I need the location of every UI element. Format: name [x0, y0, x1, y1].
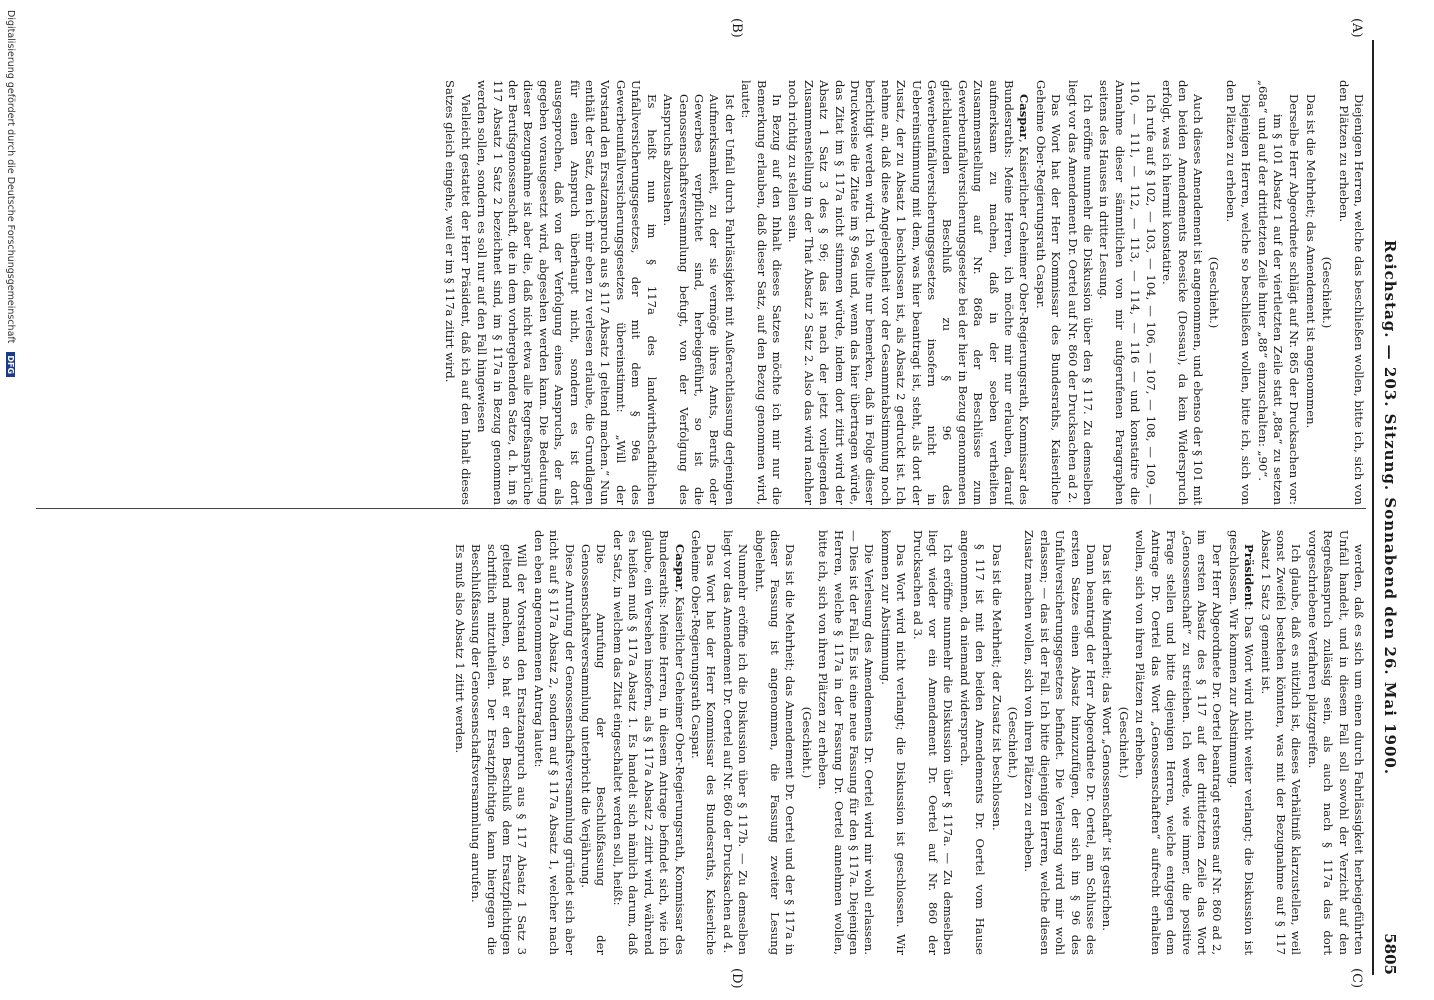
- paragraph-text: Es muß also Absatz 1 zitirt werden.: [452, 544, 467, 754]
- left-column-paragraph: [1302, 80, 1317, 505]
- right-column-paragraph: [1257, 530, 1303, 955]
- page-number: 5805: [1381, 933, 1399, 975]
- right-column-paragraph: [1225, 530, 1256, 955]
- right-column-paragraph: [751, 530, 797, 955]
- paragraph-text: § 117 ist mit den beiden Amendements Dr. Oertel vom Hause angenommen, da niemand widersprach.: [957, 530, 988, 955]
- left-column-paragraph: [1222, 80, 1253, 505]
- left-column-paragraph: [1254, 80, 1285, 505]
- left-column-paragraph: [1096, 80, 1158, 505]
- paragraph-text: Das Wort hat der Herr Kommissar des Bundesraths, Kaiserliche Geheime Ober-Regierungsrath Caspar.: [688, 530, 719, 955]
- paragraph-text: Der Herr Abgeordnete Dr. Oertel beantragt erstens auf Nr. 860 ad 2, im ersten Absatz des § 117 auf der drittletzten Zeile das Wort „Genossenschaft“ zu streichen. Ich werde, wie immer, die positive Frage stellen und bitte diejenigen Herren, welche entgegen dem Antrage Dr. Oertel das Wort „Genossenschaften“ aufrecht erhalten wollen, sich von ihren Plätzen zu erheben.: [1133, 530, 1225, 955]
- paragraph-text: Das ist die Mehrheit; das Amendement Dr. Oertel und der § 117a in dieser Fassung ist angenommen, die Fassung zweiter Lesung abgelehnt.: [752, 530, 798, 955]
- margin-mark-c: (C): [1349, 968, 1364, 989]
- paragraph-text: Nunmehr eröffne ich die Diskussion über § 117b. — Zu demselben liegt vor das Amendement Dr. Oertel auf Nr. 860 der Drucksachen ad 4.: [720, 530, 751, 955]
- left-column-paragraph: [1064, 80, 1095, 505]
- right-column-paragraph: [1116, 530, 1131, 955]
- paragraph-text: Das Wort hat der Herr Kommissar des Bundesraths, Kaiserliche Geheime Ober-Regierungsrath Caspar.: [1033, 80, 1064, 505]
- paragraph-text: Diejenigen Herren, welche so beschließen wollen, bitte ich, sich von den Plätzen zu erheben.: [1223, 80, 1254, 505]
- right-column-paragraph: [688, 530, 719, 955]
- speaker-name: Präsident: [1242, 544, 1257, 607]
- paragraph-text: Die Verlesung des Amendements Dr. Oertel wird mir wohl erlassen. — Dies ist der Fall. Es ist eine neue Fassung für den § 117a. Diejenigen Herren, welche § 117a in der Fassung Dr. Oertel annehmen wollen, bitte ich, sich von ihren Plätzen zu erheben.: [816, 530, 877, 955]
- paragraph-text: Ich eröffne nunmehr die Diskussion über § 117a. — Zu demselben liegt wieder vor ein Amendement Dr. Oertel auf Nr. 860 der Drucksachen ad 3.: [910, 530, 956, 955]
- paragraph-text: im § 101 Absatz 1 auf der viertletzten Zeile statt „88a“ zu setzen „68a“ und auf der drittletzten Zeile hinter „88“ einzuschalten: „90“.: [1255, 80, 1285, 505]
- paragraph-text: Das ist die Mehrheit; das Amendement ist angenommen.: [1303, 94, 1318, 429]
- speaker-name: Caspar: [1017, 94, 1032, 139]
- left-column-paragraph: [1319, 80, 1334, 505]
- right-column-paragraph: [1099, 530, 1114, 955]
- paragraph-text: (Geschieht.): [1116, 706, 1131, 779]
- paragraph-text: (Geschieht.): [1320, 256, 1335, 329]
- credit-text: Digitalisierung gefördert durch die Deutsche Forschungsgemeinschaft: [5, 10, 16, 344]
- right-text-column: [36, 530, 1366, 955]
- paragraph-text: Es heißt nun im § 117a des landwirthschaftlichen Unfallversicherungsgesetzes, der mit dem § 96a des Gewerbeunfallversicherungsgesetzes übereinstimmt: „Will der Vorstand den Ersatzanspruch aus § 117 Absatz 1 geltend machen.“ Nun enthält der Satz, den ich mir eben zu verlesen erlaube, die Grundlagen für einen Anspruch überhaupt nicht, sondern es ist dort ausgesprochen, daß von der Verfolgung eines Anspruchs, der als gegeben vorausgesetzt wird, abgesehen werden kann. Die Bedeutung dieser Bezugnahme ist aber die, daß nicht etwa alle Regreßansprüche der Berufsgenossenschaft, die in dem vorhergehenden Satze, d. h. im § 117 Absatz 1 Satz 2 bezeichnet sind, im § 117a in Bezug genommen werden sollen, sondern es soll nur auf den Fall hingewiesen: [475, 80, 659, 505]
- paragraph-text: , Kaiserlicher Geheimer Ober-Regierungsrath, Kommissar des Bundesraths: Meine Herren, in diesem Antrage befindet sich, wie ich glaube, ein Versehen insofern, als § 117a Absatz 2 zitirt wird, während es heißen muß § 117a Absatz 1. Es handelt sich nämlich darum, daß der Satz, in welchem das Zitat eingeschaltet werden soll, heißt:: [610, 530, 687, 955]
- paragraph-text: (Geschieht.): [1207, 256, 1222, 329]
- paragraph-text: Vielleicht gestattet der Herr Präsident, daß ich auf den Inhalt dieses Satzes gleich eingehe, weil er im § 117a zitirt wird.: [443, 80, 473, 505]
- paragraph-text: Die Anrufung der Beschlußfassung der Genossenschaftsversammlung unterbricht die Verjährung.: [579, 544, 609, 955]
- paragraph-text: Auch dieses Amendement ist angenommen, und ebenso der § 101 mit den beiden Amendements Roesicke (Dessau), da kein Widerspruch erfolgt, was ich hiermit konstatire.: [1160, 80, 1205, 505]
- header-title: Reichstag. — 203. Sitzung. Sonnabend den 26. Mai 1900.: [1381, 239, 1399, 776]
- paragraph-text: In Bezug auf den Inhalt dieses Satzes möchte ich mir nur die Bemerkung erlauben, daß dieser Satz, auf den Bezug genommen wird, lautet:: [739, 80, 784, 505]
- right-column-paragraph: [578, 530, 609, 955]
- left-column-paragraph: [1032, 80, 1063, 505]
- right-column-paragraph: [815, 530, 877, 955]
- right-column-paragraph: [877, 530, 908, 955]
- margin-mark-a: (A): [1349, 18, 1364, 38]
- paragraph-text: Diejenigen Herren, welche das beschließen wollen, bitte ich, sich von den Plätzen zu erheben.: [1336, 80, 1366, 505]
- paragraph-text: Das Wort wird nicht verlangt; die Diskussion ist geschlossen. Wir kommen zur Abstimmung.: [878, 530, 909, 955]
- right-column-paragraph: [719, 530, 750, 955]
- paragraph-text: , Kaiserlicher Geheimer Ober-Regierungsrath, Kommissar des Bundesraths: Meine Herren, ich möchte mir nur erlauben, darauf aufmerksam zu machen, daß in der soeben vertheilten Zusammenstellung auf Nr. 868a der Beschlüsse zum Gewerbeunfallversicherungsgesetze bei der hier in Bezug genommenen gleichlautenden Beschluß zu § 96 des Gewerbeunfallversicherungsgesetzes insofern nicht in Uebereinstimmung mit dem, was hier beantragt ist, steht, als dort der Zusatz, der zu Absatz 1 beschlossen ist, als Absatz 2 gedruckt ist. Ich nehme an, daß diese Angelegenheit vor der Gesammtabstimmung noch berichtigt werden wird. Ich wollte nur bemerken, daß in Folge dieser Druckweise die Zitate im § 96a und, wenn das hier übertragen würde, das Zitat im § 117a nicht stimmen würde, indem dort zitirt wird der Absatz 1 Satz 3 des § 96; das ist nach der jetzt vorliegenden Zusammenstellung in der That Absatz 2 Satz 2. Also das wird nachher noch richtig zu stellen sein.: [786, 80, 1032, 505]
- left-column-paragraph: [442, 80, 473, 505]
- dfg-logo: DFG: [6, 352, 15, 377]
- right-column-paragraph: [1021, 530, 1098, 955]
- paragraph-text: Das ist die Mehrheit; der Zusatz ist beschlossen.: [989, 544, 1004, 831]
- right-column-paragraph: [798, 530, 813, 955]
- paragraph-text: Diese Anrufung der Genossenschaftsversammlung gründet sich aber nicht auf § 117a Absatz 2, sondern auf § 117a Absatz 1, welcher nach den eben angenommenen Antrag lautet:: [531, 530, 577, 955]
- paragraph-text: werden, daß es sich um einen durch Fahrlässigkeit herbeigeführten Unfall handelt, und in diesem Fall soll sowohl der Verzicht auf den Regreßanspruch zulässig sein, als auch nach § 117a das dort vorgeschriebene Verfahren platzgreifen.: [1305, 530, 1366, 955]
- paragraph-text: Ich eröffne nunmehr die Diskussion über den § 117. Zu demselben liegt vor das Amendement Dr. Oertel auf Nr. 860 der Drucksachen ad 2.: [1065, 80, 1096, 505]
- right-column-paragraph: [451, 530, 466, 955]
- right-column-paragraph: [1132, 530, 1224, 955]
- right-column-paragraph: [1005, 530, 1020, 955]
- left-column-paragraph: [474, 80, 659, 505]
- right-column-paragraph: [530, 530, 576, 955]
- left-column-paragraph: [1206, 80, 1221, 505]
- right-column-paragraph: [909, 530, 955, 955]
- right-column-paragraph: [610, 530, 687, 955]
- paragraph-text: (Geschieht.): [1006, 706, 1021, 779]
- digitization-credit: [5, 10, 16, 377]
- running-header: [1379, 40, 1399, 975]
- left-column-paragraph: [785, 80, 1032, 505]
- speaker-name: Caspar: [672, 544, 687, 589]
- paragraph-text: Ist der Unfall durch Fahrlässigkeit mit Außerachtlassung derjenigen Aufmerksamkeit, zu der sie vermöge ihres Amts, Berufs oder Gewerbes verpflichtet sind, herbeigeführt, so ist die Genossenschaftsversammlung befugt, von der Verfolgung des Anspruchs abzusehen.: [661, 94, 737, 505]
- paragraph-text: Derselbe Herr Abgeordnete schlägt auf Nr. 865 der Drucksachen vor:: [1287, 94, 1302, 505]
- paragraph-text: Das ist die Minderheit; das Wort „Genossenschaft“ ist gestrichen.: [1100, 544, 1115, 931]
- paragraph-text: Ich rufe auf § 102, — 103, — 104, — 106, — 107, — 108, — 109, — 110, — 111, — 112, — 113, — 114, — 116 — und konstatire die Annahme dieser sämmtlichen von mir aufgerufenen Paragraphen seitens des Hauses in dritter Lesung.: [1097, 80, 1158, 505]
- left-column-paragraph: [1159, 80, 1205, 505]
- paragraph-text: : Das Wort wird nicht weiter verlangt; die Diskussion ist geschlossen. Wir kommen zur Abstimmung.: [1226, 530, 1257, 955]
- paragraph-text: Dann beantragt der Herr Abgeordnete Dr. Oertel, am Schlusse des ersten Satzes einen Absatz hinzuzufügen, der sich im § 96 des Unfallversicherungsgesetzes befindet. Die Verlesung wird mir wohl erlassen; — das ist der Fall. Ich bitte diejenigen Herren, welche diesen Zusatz machen wollen, sich von ihren Plätzen zu erheben.: [1022, 530, 1099, 955]
- left-column-paragraph: [660, 80, 737, 505]
- left-column-paragraph: [1335, 80, 1366, 505]
- right-column-paragraph: [468, 530, 530, 955]
- left-column-paragraph: [738, 80, 784, 505]
- left-text-column: [36, 80, 1366, 505]
- margin-mark-b: (B): [729, 18, 744, 38]
- paragraph-text: Ich glaube, daß es nützlich ist, dieses Verhältniß klarzustellen, weil sonst Zweifel bestehen könnten, was mit der Bezugnahme auf § 117 Absatz 1 Satz 3 gemeint ist.: [1258, 530, 1304, 955]
- paragraph-text: (Geschieht.): [799, 706, 814, 779]
- right-column-paragraph: [1304, 530, 1366, 955]
- column-divider: [36, 508, 1366, 509]
- paragraph-text: Will der Vorstand den Ersatzanspruch aus § 117 Absatz 1 Satz 3 geltend machen, so hat er den Beschluß dem Ersatzpflichtigen schriftlich mitzutheilen. Der Ersatzpflichtige kann hiergegen die Beschlußfassung der Genossenschaftsversammlung anrufen.: [469, 544, 530, 955]
- right-column-paragraph: [956, 530, 987, 955]
- margin-mark-d: (D): [729, 968, 744, 989]
- right-column-paragraph: [988, 530, 1003, 955]
- header-rule: [1372, 40, 1374, 975]
- left-column-paragraph: [1286, 80, 1301, 505]
